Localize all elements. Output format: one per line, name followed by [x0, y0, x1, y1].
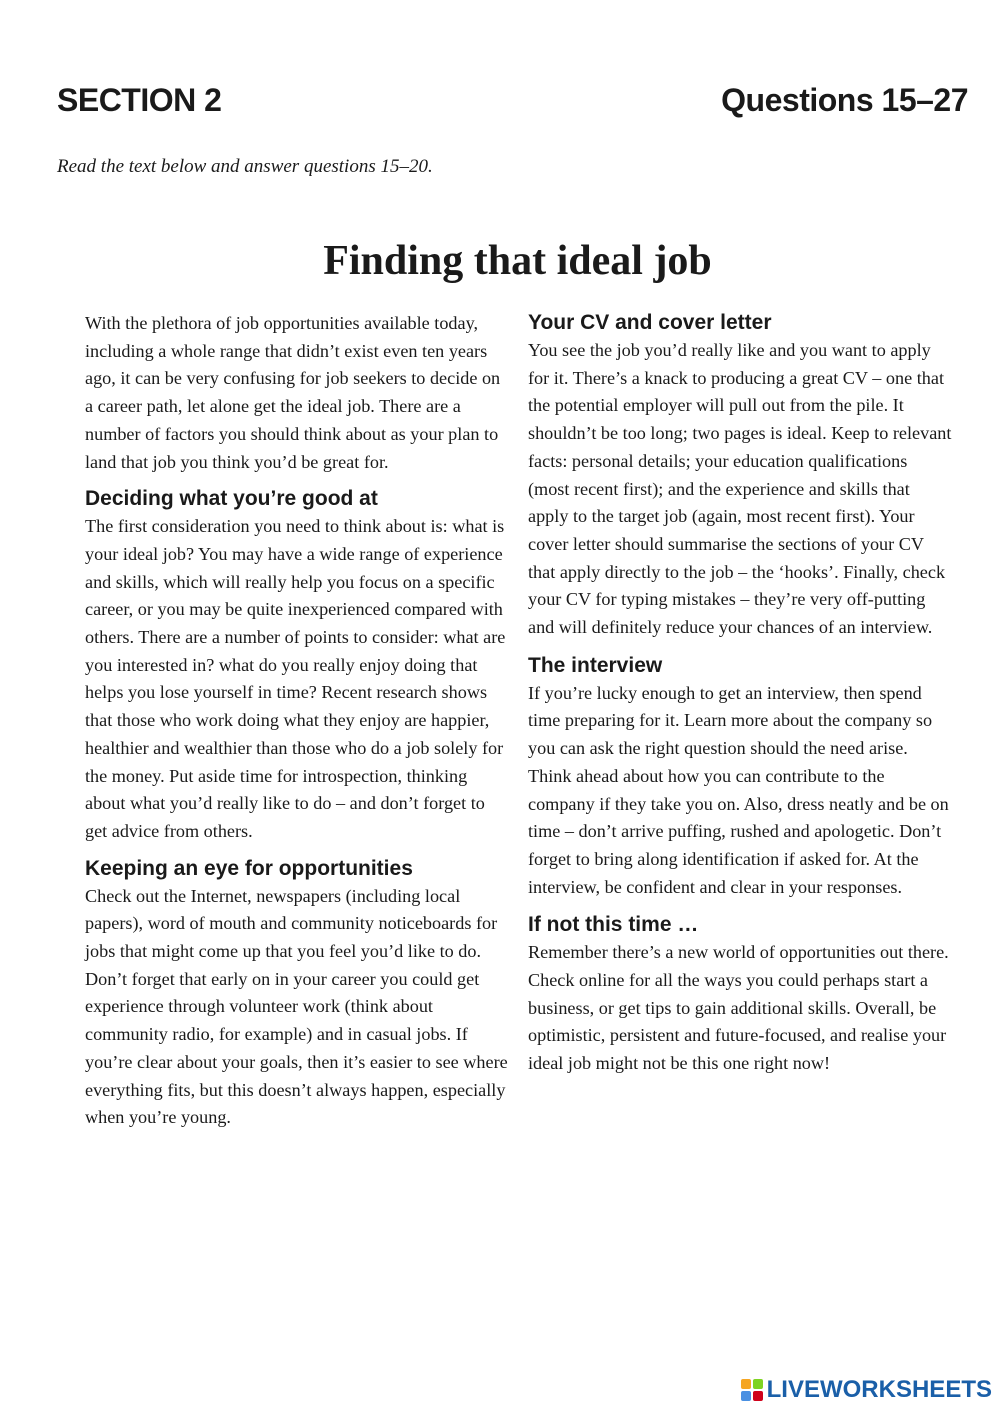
section-body-interview: If you’re lucky enough to get an interview, then spend time preparing for it. Learn more about the company so you can ask the right question should the need arise. Think ahead about how you can contribute to the company if they take you on. Also, dress neatly and be on time – don’t arrive puffing, rushed and apologetic. Don’t forget to bring along identification if asked for. At the interview, be confident and clear in your responses.: [528, 682, 949, 897]
section-heading-opportunities: Keeping an eye for opportunities: [85, 856, 413, 880]
right-column: [528, 308, 953, 1078]
section-body-opportunities: Check out the Internet, newspapers (including local papers), word of mouth and community noticeboards for jobs that might come up that you feel you’d like to do. Don’t forget that early on in your career you could get experience through volunteer work (think about community radio, for example) and in casual jobs. If you’re clear about your goals, then it’s easier to see where everything fits, but this doesn’t always happen, especially when you’re young.: [85, 885, 508, 1128]
instructions: Read the text below and answer questions 15–20.: [57, 156, 433, 177]
section-heading-interview: The interview: [528, 653, 663, 677]
section-body-good-at: The first consideration you need to think about is: what is your ideal job? You may have a wide range of experience and skills, which will really help you focus on a specific career, or you may be quite inexperienced compared with others. There are a number of points to consider: what are you interested in? what do you really enjoy doing that helps you lose yourself in time? Recent research shows that those who work doing what they enjoy are happier, healthier and wealthier than those who do a job solely for the money. Put aside time for introspection, thinking about what you’d really like to do – and don’t forget to get advice from others.: [85, 516, 506, 841]
section-header: SECTION 2: [57, 82, 222, 118]
liveworksheets-logo-text: LIVEWORKSHEETS: [766, 1376, 992, 1403]
left-column: [85, 310, 510, 1132]
section-body-cv: You see the job you’d really like and you want to apply for it. There’s a knack to producing a great CV – one that the potential employer will pull out from the pile. It shouldn’t be too long; two pages is ideal. Keep to relevant facts: personal details; your education qualifications (most recent first); and the experience and skills that apply to the target job (again, most recent first). Your cover letter should summarise the sections of your CV that apply directly to the job – the ‘hooks’. Finally, check your CV for typing mistakes – they’re very off-putting and will definitely reduce your chances of an interview.: [528, 340, 952, 638]
section-heading-not-this-time: If not this time …: [528, 913, 699, 937]
questions-header: Questions 15–27: [721, 82, 968, 118]
section-heading-good-at: Deciding what you’re good at: [85, 487, 378, 511]
liveworksheets-logo-icon: [740, 1378, 764, 1402]
liveworksheets-logo: [740, 1377, 992, 1403]
section-body-not-this-time: Remember there’s a new world of opportunities out there. Check online for all the ways you could perhaps start a business, or get tips to gain additional skills. Overall, be optimistic, persistent and future-focused, and realise your ideal job might not be this one right now!: [528, 942, 949, 1074]
intro-paragraph: With the plethora of job opportunities available today, including a whole range that didn’t exist even ten years ago, it can be very confusing for job seekers to decide on a career path, let alone get the ideal job. There are a number of factors you should think about as your plan to land that job you think you’d be great for.: [85, 313, 501, 472]
section-heading-cv: Your CV and cover letter: [528, 311, 772, 334]
article-title: Finding that ideal job: [323, 238, 712, 284]
